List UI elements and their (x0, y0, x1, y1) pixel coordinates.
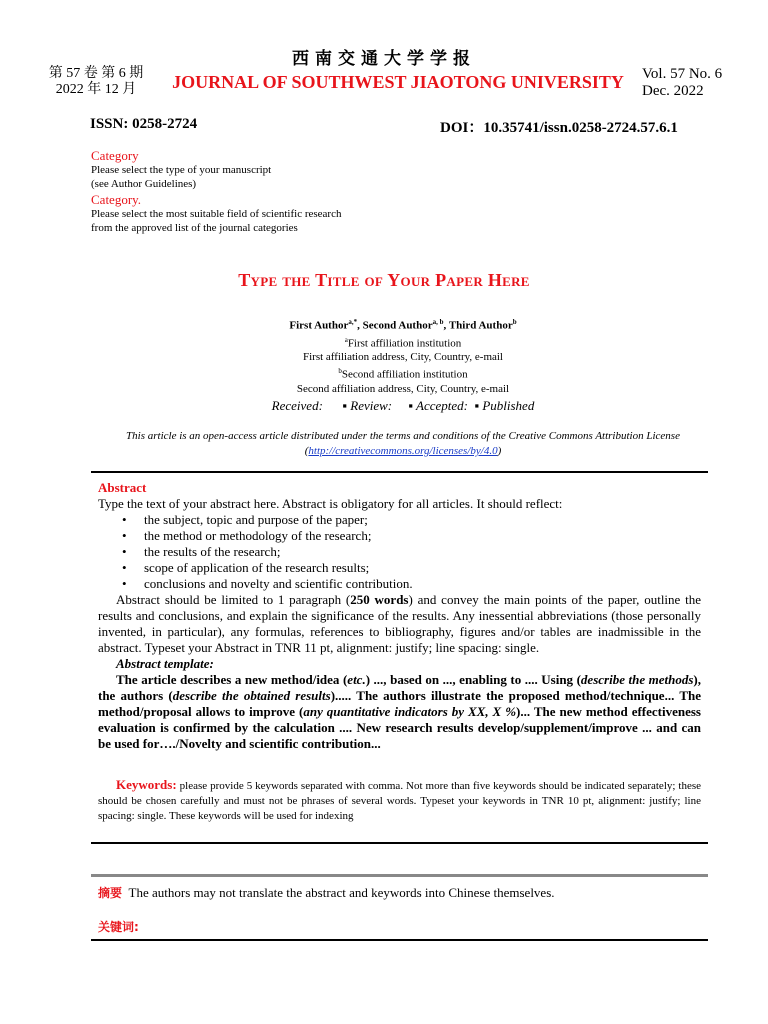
author-3-sup: b (512, 318, 517, 326)
word-limit: 250 words (350, 592, 409, 607)
abstract-heading: Abstract (98, 480, 147, 495)
license-end: ) (497, 445, 502, 457)
affiliation-1-address: First affiliation address, City, Country, e-mail (302, 351, 503, 364)
category-field-instruction: Please select the most suitable field of scientific research (91, 208, 342, 220)
list-item: • the results of the research; (98, 544, 701, 560)
keywords-text: please provide 5 keywords separated with comma. Not more than five keywords should be indicated separately; these should be chosen carefully and must not be phrases of several words. Typeset your keywords in TNR 10 pt, alignment: justify; line spacing: single. These keywords will be used for indexing (98, 780, 702, 822)
template-italic: describe the methods (580, 672, 694, 687)
journal-name: JOURNAL OF SOUTHWEST JIAOTONG UNIVERSITY (172, 72, 624, 92)
abstract-section (98, 480, 701, 752)
list-item: • the method or methodology of the research; (98, 528, 701, 544)
doi: DOI：10.35741/issn.0258-2724.57.6.1 (440, 120, 678, 136)
divider-middle (91, 842, 708, 844)
author-1: First Author (289, 319, 349, 332)
list-item: • conclusions and novelty and scientific contribution. (98, 576, 701, 592)
license-notice (100, 429, 706, 459)
affiliation-1-name: First affiliation institution (347, 337, 462, 350)
chinese-keywords-label: 关键词: (98, 920, 139, 934)
category-label: Category (91, 148, 139, 163)
affiliation-1-sup: a (344, 335, 348, 344)
category-note: (see Author Guidelines) (91, 178, 197, 190)
author-1-sup: a,* (348, 318, 358, 326)
license-link[interactable]: http://creativecommons.org/licenses/by/4.0 (308, 445, 498, 457)
template-part: ) ..., based on ..., enabling to .... Using ( (365, 672, 581, 687)
category-block-2 (91, 193, 341, 235)
category-block-1 (91, 149, 271, 191)
author-2: , Second Author (357, 319, 433, 332)
affiliation-2 (0, 364, 768, 382)
category-instruction: Please select the type of your manuscript (91, 164, 272, 176)
journal-chinese-title: 西南交通大学学报 (292, 49, 476, 69)
keywords-section (98, 777, 701, 824)
author-list (0, 315, 768, 333)
abstract-paragraph (98, 592, 701, 656)
category-field-note: from the approved list of the journal categories (91, 222, 298, 234)
chinese-abstract-label: 摘要 (98, 886, 123, 900)
template-italic: etc. (347, 672, 366, 687)
template-italic: describe the obtained results (172, 688, 331, 703)
abstract-template-text (98, 672, 701, 752)
template-italic: any quantitative indicators by XX, X % (303, 704, 517, 719)
template-part: )... The new method effectiveness evaluation is confirmed by the calculation .... New research results develop/supplement/improve ... and can be used for…./Novelty and scientific contribution... (98, 704, 701, 751)
volume-issue-english: Vol. 57 No. 6 (642, 66, 723, 82)
abstract-intro: Type the text of your abstract here. Abstract is obligatory for all articles. It should reflect: (98, 496, 563, 511)
template-part: ), the authors ( (98, 672, 702, 703)
volume-issue-chinese: 第 57 卷 第 6 期 (48, 66, 144, 81)
affiliation-2-name: Second affiliation institution (341, 368, 468, 381)
issn: ISSN: 0258-2724 (90, 116, 198, 132)
abstract-text: Abstract should be limited to 1 paragraph ( (116, 592, 351, 607)
list-item: • the subject, topic and purpose of the paper; (98, 512, 701, 528)
category-field-label: Category. (91, 192, 142, 207)
abstract-text-cont: ) and convey the main points of the paper, outline the results and conclusions, and explain the significance of the results. Any inessential abbreviations (those personally invented, in particular), any formulas, references to bibliography, figures and/or tables are inadmissible in the abstract. Typeset your Abstract in TNR 11 pt, alignment: justify; line spacing: single. (98, 592, 701, 655)
volume-info-chinese (40, 66, 152, 98)
affiliation-2-address: Second affiliation address, City, Country, e-mail (296, 382, 510, 395)
paper-title: Type the Title of Your Paper Here (238, 270, 530, 290)
author-3: , Third Author (443, 319, 513, 332)
template-part: The article describes a new method/idea ( (116, 672, 348, 687)
chinese-abstract-text: The authors may not translate the abstract and keywords into Chinese themselves. (128, 885, 555, 900)
abstract-bullet-list (98, 512, 701, 592)
license-text: This article is an open-access article distributed under the terms and conditions of the Creative Commons Attribution License ( (126, 430, 680, 457)
divider-bottom (91, 939, 708, 941)
publication-dates: Received: ▪ Review: ▪ Accepted: ▪ Published (271, 398, 535, 413)
list-item: • scope of application of the research results; (98, 560, 701, 576)
date-english: Dec. 2022 (642, 83, 704, 99)
chinese-abstract (98, 884, 555, 901)
date-chinese: 2022 年 12 月 (55, 82, 137, 97)
divider-chinese-top (91, 874, 708, 877)
abstract-template-label: Abstract template: (116, 656, 214, 671)
author-2-sup: a, b (432, 318, 444, 326)
divider-top (91, 471, 708, 473)
authors-block (0, 315, 768, 396)
template-part: )..... The authors illustrate the proposed method/technique... The method/proposal allows to improve ( (98, 688, 701, 719)
affiliation-1 (0, 333, 768, 351)
volume-info-english (642, 66, 722, 100)
keywords-label: Keywords: (116, 777, 177, 792)
affiliation-2-sup: b (338, 367, 342, 376)
